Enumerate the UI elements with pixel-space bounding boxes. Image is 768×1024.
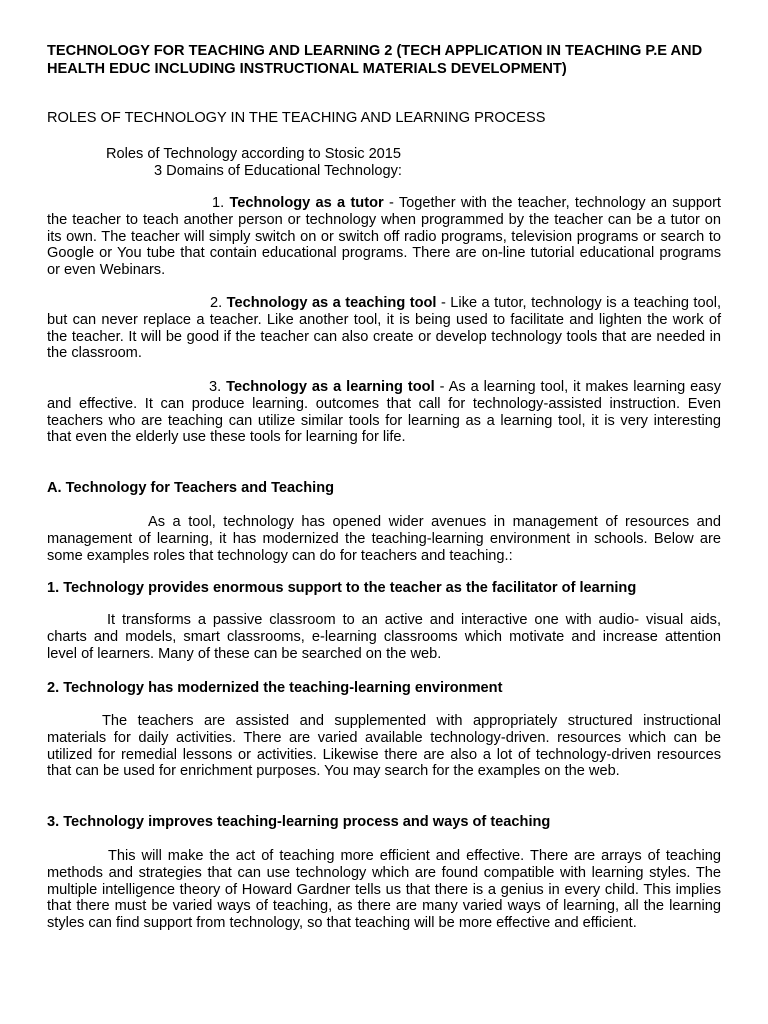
point-1-paragraph xyxy=(47,612,721,662)
point-2-text: The teachers are assisted and supplemented with appropriately structured instructional materials for daily activities. There are varied available technology-driven. resources which can be utilized for remedial lessons or activities. Likewise there are also a lot of technology-driven resources that can be used for enrichment purposes. You may search for the examples on the web. xyxy=(47,713,721,780)
document-title: TECHNOLOGY FOR TEACHING AND LEARNING 2 (TECH APPLICATION IN TEACHING P.E AND HEALTH EDUC INCLUDING INSTRUCTIONAL MATERIALS DEVELOPMENT) xyxy=(47,43,703,77)
point-3-heading: 3. Technology improves teaching-learning process and ways of teaching xyxy=(47,814,551,830)
domain-paragraph-2 xyxy=(47,295,721,362)
point-3-text: This will make the act of teaching more efficient and effective. There are arrays of teaching methods and strategies that can use technology which are found compatible with learning styles. The multiple intelligence theory of Howard Gardner tells us that there is a genius in every child. This implies that there must be varied ways of teaching, as there are many varied ways of learning, all the learning styles can find support from technology, so that teaching will be more effective and efficient. xyxy=(47,848,721,932)
intro-line-2: 3 Domains of Educational Technology: xyxy=(154,162,402,179)
domain-number: 1. xyxy=(212,195,225,211)
point-3-paragraph xyxy=(47,848,721,932)
domain-text: - As a learning tool, it makes learning easy and effective. It can produce learning. outcomes that call for technology-assisted instruction. Even teachers who are teaching can utilize similar tools for learning as a learning tool, it is very interesting that even the elderly use these tools for learning for life. xyxy=(47,379,721,446)
point-2-paragraph xyxy=(47,713,721,780)
section-a-intro-text: As a tool, technology has opened wider avenues in management of resources and management of learning, it has modernized the teaching-learning environment in schools. Below are some examples roles that technology can do for teachers and teaching.: xyxy=(47,514,721,564)
domain-text: - Together with the teacher, technology an support the teacher to teach another person or technology when programmed by the teacher can be a tutor on its own. The teacher will simply switch on or switch off radio programs, television programs or search to Google or You tube that contain educational programs. There are on-line tutorial educational programs or even Webinars. xyxy=(47,195,721,279)
domain-paragraph-3 xyxy=(47,379,721,446)
point-1-heading: 1. Technology provides enormous support to the teacher as the facilitator of learning xyxy=(47,580,637,596)
domain-number: 3. xyxy=(209,379,222,395)
domain-term: Technology as a teaching tool xyxy=(226,295,437,311)
domains-intro xyxy=(106,146,402,180)
roles-heading: ROLES OF TECHNOLOGY IN THE TEACHING AND LEARNING PROCESS xyxy=(47,110,546,126)
section-a-heading: A. Technology for Teachers and Teaching xyxy=(47,480,335,496)
domain-paragraph-1 xyxy=(47,195,721,279)
point-1-text: It transforms a passive classroom to an active and interactive one with audio- visual aids, charts and models, smart classrooms, e-learning classrooms which motivate and increase attention level of learners. Many of these can be searched on the web. xyxy=(47,612,721,662)
domain-number: 2. xyxy=(210,295,223,311)
intro-line-1: Roles of Technology according to Stosic 2015 xyxy=(106,146,402,162)
domain-term: Technology as a learning tool xyxy=(226,379,435,395)
point-2-heading: 2. Technology has modernized the teaching-learning environment xyxy=(47,680,503,696)
section-a-intro xyxy=(47,514,721,564)
domain-term: Technology as a tutor xyxy=(229,195,384,211)
domain-text: - Like a tutor, technology is a teaching tool, but can never replace a teacher. Like another tool, it is being used to facilitate and lighten the work of the teacher. It will be good if the teacher can also create or develop technology tools that are needed in the classroom. xyxy=(47,295,721,362)
